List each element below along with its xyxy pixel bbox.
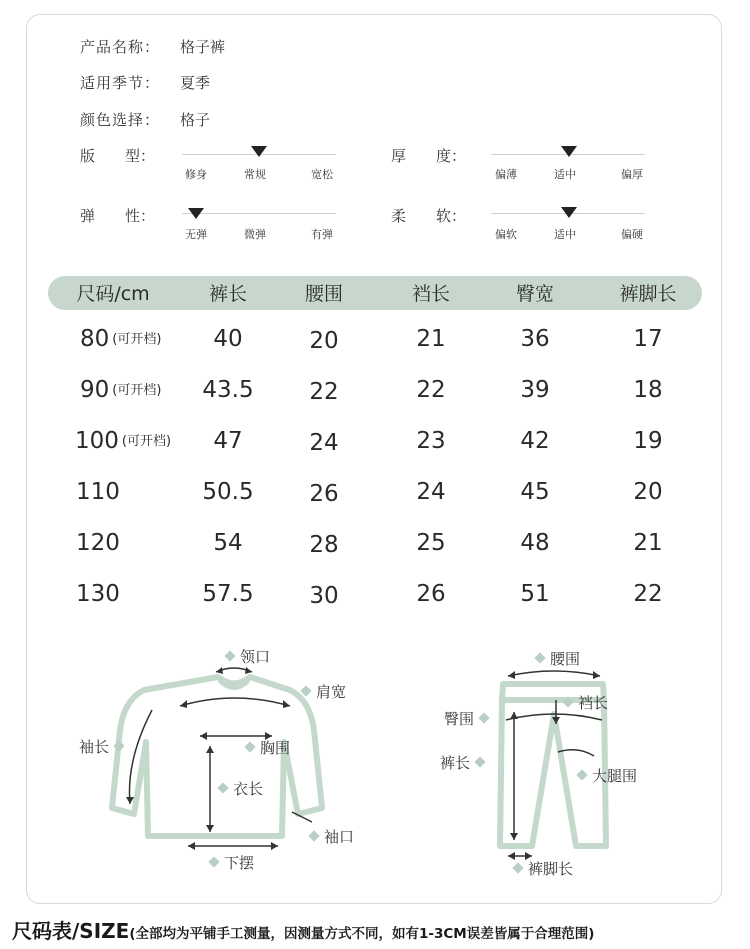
table-cell: 20 xyxy=(309,328,339,354)
table-cell: 57.5 xyxy=(202,581,254,607)
info-label: 适用季节： xyxy=(80,74,161,92)
table-header-cell: 裤脚长 xyxy=(619,283,677,305)
table-cell: 45 xyxy=(520,479,550,505)
table-cell: 23 xyxy=(416,428,446,454)
footer xyxy=(12,915,594,944)
scale-tick: 常规 xyxy=(244,168,266,181)
table-cell: 51 xyxy=(520,581,550,607)
label-leg-opening: 裤脚长 xyxy=(508,858,573,879)
size-cell: 100 (可开档) xyxy=(75,428,172,454)
label-length: 衣长 xyxy=(213,778,263,799)
scale-tick: 偏厚 xyxy=(621,168,643,181)
size-cell: 80 (可开档) xyxy=(80,326,162,352)
diamond-icon xyxy=(512,862,523,873)
diamond-icon xyxy=(562,696,573,707)
info-label: 产品名称： xyxy=(80,38,161,56)
table-cell: 20 xyxy=(633,479,663,505)
table-header-cell: 尺码/cm xyxy=(76,283,150,305)
label-thigh: 大腿围 xyxy=(572,765,637,786)
scale-tick: 宽松 xyxy=(311,168,333,181)
table-header-cell: 臀宽 xyxy=(515,283,554,305)
table-cell: 50.5 xyxy=(202,479,254,505)
table-cell: 24 xyxy=(416,479,446,505)
info-value: 格子裤 xyxy=(180,38,226,56)
label-chest: 胸围 xyxy=(240,737,290,758)
size-cell: 110 xyxy=(76,479,120,505)
diamond-icon xyxy=(244,741,255,752)
scale-label: 版 型： xyxy=(80,147,156,165)
table-cell: 47 xyxy=(213,428,243,454)
size-cell: 120 xyxy=(76,530,120,556)
table-header-cell: 腰围 xyxy=(304,283,343,305)
table-cell: 19 xyxy=(633,428,663,454)
size-cell: 90 (可开档) xyxy=(80,377,162,403)
diamond-icon xyxy=(478,712,489,723)
label-pants-length: 裤长 xyxy=(440,752,490,773)
table-cell: 22 xyxy=(416,377,446,403)
info-label: 颜色选择： xyxy=(80,111,161,129)
scale-tick: 偏薄 xyxy=(495,168,517,181)
table-cell: 21 xyxy=(416,326,446,352)
table-cell: 24 xyxy=(309,430,339,456)
table-cell: 21 xyxy=(633,530,663,556)
table-cell: 26 xyxy=(416,581,446,607)
scale-tick: 微弹 xyxy=(244,228,266,241)
scale-tick: 适中 xyxy=(554,168,576,181)
table-cell: 28 xyxy=(309,532,339,558)
table-cell: 30 xyxy=(309,583,339,609)
diamond-icon xyxy=(534,652,545,663)
diamond-icon xyxy=(308,830,319,841)
scale-tick: 适中 xyxy=(554,228,576,241)
table-cell: 18 xyxy=(633,377,663,403)
diamond-icon xyxy=(576,769,587,780)
table-cell: 26 xyxy=(309,481,339,507)
diamond-icon xyxy=(300,685,311,696)
footer-note: (全部均为平铺手工测量，因测量方式不同，如有1-3CM误差皆属于合理范围) xyxy=(129,926,595,942)
table-cell: 25 xyxy=(416,530,446,556)
diamond-icon xyxy=(113,740,124,751)
label-shoulder: 肩宽 xyxy=(296,681,346,702)
scale-label: 厚 度： xyxy=(391,147,467,165)
table-cell: 43.5 xyxy=(202,377,254,403)
diamond-icon xyxy=(474,756,485,767)
table-header-cell: 裆长 xyxy=(411,283,450,305)
info-value: 格子 xyxy=(180,111,211,129)
diamond-icon xyxy=(224,650,235,661)
table-header-cell: 裤长 xyxy=(208,283,247,305)
info-value: 夏季 xyxy=(180,74,211,92)
footer-title: 尺码表/SIZE xyxy=(12,919,130,943)
label-sleeve: 袖长 xyxy=(79,736,129,757)
table-cell: 22 xyxy=(309,379,339,405)
table-cell: 22 xyxy=(633,581,663,607)
scale-tick: 偏软 xyxy=(495,228,517,241)
scale-tick: 偏硬 xyxy=(621,228,643,241)
label-collar: 领口 xyxy=(220,646,270,667)
scale-label: 弹 性： xyxy=(80,207,156,225)
table-cell: 54 xyxy=(213,530,243,556)
diamond-icon xyxy=(217,782,228,793)
table-cell: 36 xyxy=(520,326,550,352)
table-cell: 17 xyxy=(633,326,663,352)
table-cell: 40 xyxy=(213,326,243,352)
label-rise: 裆长 xyxy=(558,692,608,713)
label-waist: 腰围 xyxy=(530,648,580,669)
label-hip: 臀围 xyxy=(444,708,494,729)
scale-tick: 修身 xyxy=(185,168,207,181)
jacket-outline-icon xyxy=(112,677,322,836)
scale-tick: 有弹 xyxy=(311,228,333,241)
diamond-icon xyxy=(208,856,219,867)
table-cell: 39 xyxy=(520,377,550,403)
scale-label: 柔 软： xyxy=(391,207,467,225)
table-cell: 48 xyxy=(520,530,550,556)
label-cuff: 袖口 xyxy=(304,826,354,847)
table-cell: 42 xyxy=(520,428,550,454)
size-cell: 130 xyxy=(76,581,120,607)
scale-tick: 无弹 xyxy=(185,228,207,241)
label-hem: 下摆 xyxy=(204,852,254,873)
